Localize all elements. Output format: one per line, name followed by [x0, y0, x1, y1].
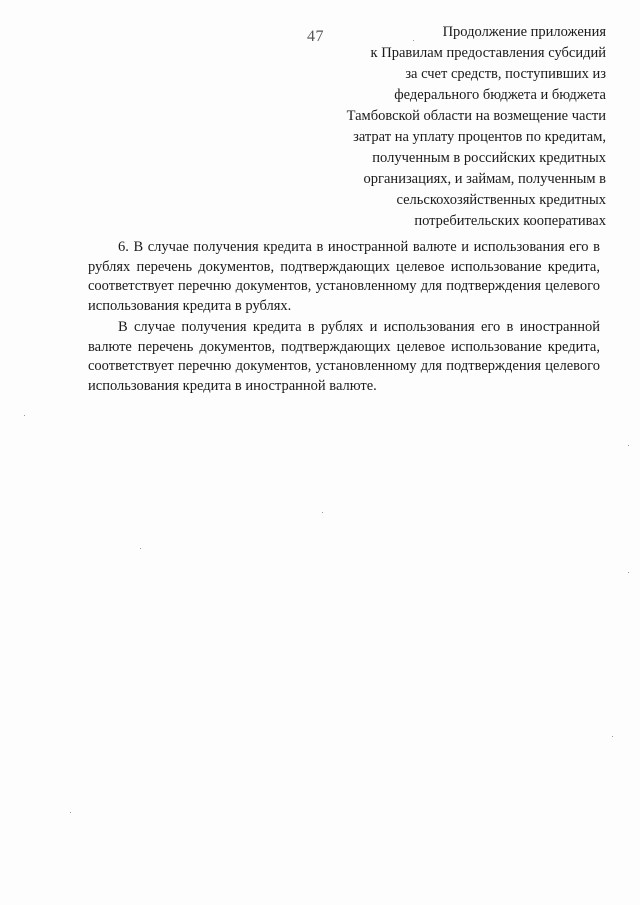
scan-speck [140, 548, 141, 549]
header-line: к Правилам предоставления субсидий [370, 45, 606, 61]
page-number: 47 [307, 28, 324, 45]
scan-speck [628, 572, 629, 573]
scan-speck [24, 415, 25, 416]
scan-speck [612, 736, 613, 737]
header-line: потребительских кооперативах [414, 213, 606, 229]
paragraph-6: 6. В случае получения кредита в иностранной валюте и использования его в рублях перечень документов, подтверждающих целевое использование кредита, соответствует перечню документов, установленному для подтверждения целевого использования кредита в рублях. [88, 239, 600, 314]
header-line: Тамбовской области на возмещение части [346, 108, 606, 124]
scan-speck [413, 40, 414, 41]
appendix-header [306, 22, 606, 232]
scan-speck [628, 445, 629, 446]
scan-speck [70, 812, 71, 813]
header-line: организациях, и займам, полученным в [363, 171, 606, 187]
header-line: за счет средств, поступивших из [405, 66, 606, 82]
scan-speck [322, 512, 323, 513]
paragraph-continuation: В случае получения кредита в рублях и использования его в иностранной валюте перечень документов, подтверждающих целевое использование кредита, соответствует перечню документов, установленному для подтверждения целевого использования кредита в иностранной валюте. [88, 319, 600, 394]
header-line: затрат на уплату процентов по кредитам, [353, 129, 606, 145]
header-line: федерального бюджета и бюджета [394, 87, 606, 103]
header-line: Продолжение приложения [442, 24, 606, 40]
body-text [88, 238, 600, 396]
header-line: полученным в российских кредитных [372, 150, 606, 166]
header-line: сельскохозяйственных кредитных [396, 192, 606, 208]
